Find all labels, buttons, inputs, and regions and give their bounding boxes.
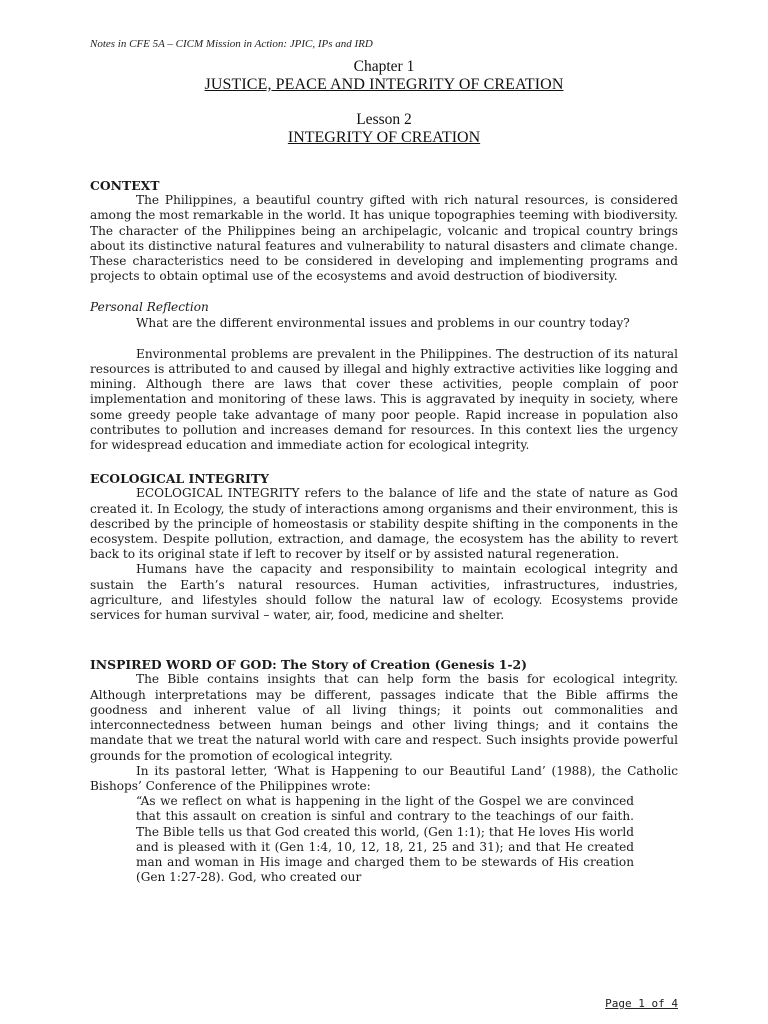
ecological-integrity-heading: ECOLOGICAL INTEGRITY	[90, 471, 270, 487]
document-body	[90, 178, 678, 885]
chapter-title: JUSTICE, PEACE AND INTEGRITY OF CREATION	[204, 76, 564, 93]
ecological-paragraph-1: ECOLOGICAL INTEGRITY refers to the balance of life and the state of nature as God created it. In Ecology, the study of interactions among organisms and their environment, this is described by the principle of homeostasis or stability despite shifting in the components in the ecosystem. Despite pollution, extraction, and damage, the ecosystem has the ability to revert back to its original state if left to recover by itself or by assisted natural regeneration.	[90, 486, 678, 562]
context-heading: CONTEXT	[90, 178, 160, 193]
inspired-paragraph-2: In its pastoral letter, ‘What is Happening to our Beautiful Land’ (1988), the Catholic Bishops’ Conference of the Philippines wrote:	[90, 763, 678, 793]
inspired-paragraph-1: The Bible contains insights that can help form the basis for ecological integrity. Although interpretations may be different, passages indicate that the Bible affirms the goodness and inherent value of all living things; it points out commonalities and interconnectedness between human beings and other living things; and it contains the mandate that we treat the natural world with care and respect. Such insights provide powerful grounds for the promotion of ecological integrity.	[90, 672, 678, 763]
reflection-question: What are the different environmental issues and problems in our country today?	[136, 315, 630, 330]
running-header: Notes in CFE 5A – CICM Mission in Action: JPIC, IPs and IRD	[90, 38, 373, 50]
context-paragraph-1: The Philippines, a beautiful country gifted with rich natural resources, is considered among the most remarkable in the world. It has unique topographies teeming with biodiversity. The character of the Philippines being an archipelagic, volcanic and tropical country brings about its distinctive natural features and vulnerability to natural disasters and climate change. These characteristics need to be considered in developing and implementing programs and projects to obtain optimal use of the ecosystems and avoid destruction of biodiversity.	[90, 193, 678, 284]
lesson-label: Lesson 2	[356, 111, 412, 128]
ecological-paragraph-2: Humans have the capacity and responsibility to maintain ecological integrity and sustain the Earth’s natural resources. Human activities, infrastructures, industries, agriculture, and lifestyles should follow the natural law of ecology. Ecosystems provide services for human survival – water, air, food, medicine and shelter.	[90, 562, 678, 623]
page-number	[605, 997, 678, 1010]
chapter-label: Chapter 1	[353, 58, 415, 75]
personal-reflection-label: Personal Reflection	[90, 300, 209, 315]
inspired-word-heading: INSPIRED WORD OF GOD: The Story of Creation (Genesis 1-2)	[90, 657, 528, 673]
context-paragraph-2: Environmental problems are prevalent in the Philippines. The destruction of its natural resources is attributed to and caused by illegal and highly extractive activities like logging and mining. Although there are laws that cover these activities, people complain of poor implementation and monitoring of these laws. This is aggravated by inequity in society, where some greedy people take advantage of many poor people. Rapid increase in population also contributes to pollution and increases demand for resources. In this context lies the urgency for widespread education and immediate action for ecological integrity.	[90, 346, 678, 453]
bishops-quote: “As we reflect on what is happening in the light of the Gospel we are convinced that this assault on creation is sinful and contrary to the teachings of our faith. The Bible tells us that God created this world, (Gen 1:1); that He loves His world and is pleased with it (Gen 1:4, 10, 12, 18, 21, 25 and 31); and that He created man and woman in His image and charged them to be stewards of His creation (Gen 1:27-28). God, who created our	[136, 794, 634, 885]
lesson-title: INTEGRITY OF CREATION	[287, 129, 481, 146]
page-number-label: Page 1 of 4	[605, 997, 678, 1010]
